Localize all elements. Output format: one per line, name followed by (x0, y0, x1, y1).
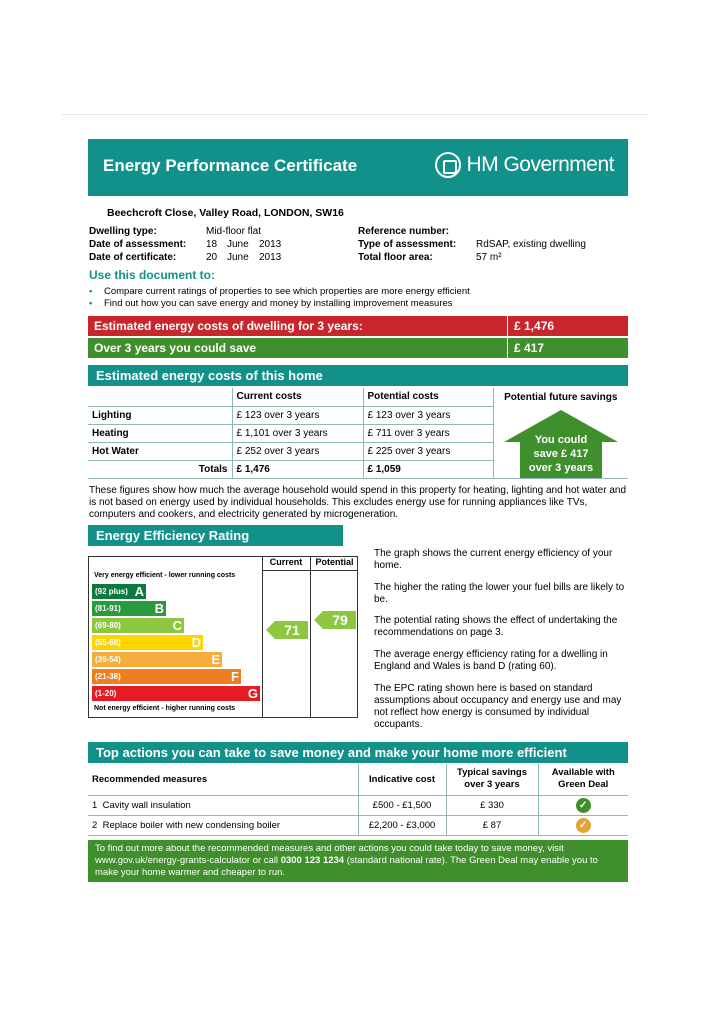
floor-area-value: 57 m² (476, 252, 502, 263)
rating-section-title: Energy Efficiency Rating (88, 525, 343, 546)
dwelling-type-label: Dwelling type: (89, 226, 157, 237)
costs-note: These figures show how much the average household would spend in this property for heating, lighting and hot water and is not based on energy used by individual households. This excludes energy use for running appliances like TVs, computers and cookers, and electricity generated by microgeneration. (89, 485, 627, 520)
assessment-date-day: 18 (206, 239, 218, 250)
table-row: Hot Water £ 252 over 3 years £ 225 over 3 years (88, 442, 628, 460)
assessment-type-label: Type of assessment: (358, 239, 457, 250)
green-deal-header: Available with Green Deal (538, 764, 628, 795)
future-savings-header: Potential future savings (493, 388, 628, 406)
certificate-date-label: Date of certificate: (89, 252, 177, 263)
band-f: (21-38) F (92, 669, 241, 684)
rating-paragraph: The graph shows the current energy efficiency of your home. (374, 548, 613, 571)
assessment-date-label: Date of assessment: (89, 239, 187, 250)
current-column-header: Current (269, 557, 303, 567)
savings-header: Typical savings over 3 years (446, 764, 538, 795)
table-row: Heating £ 1,101 over 3 years £ 711 over 3 years (88, 424, 628, 442)
assessment-type-value: RdSAP, existing dwelling (476, 239, 586, 250)
band-b: (81-91) B (92, 601, 166, 616)
assessment-date-month: June (227, 239, 249, 250)
efficient-caption: Very energy efficient - lower running costs (94, 572, 236, 579)
current-rating-value: 71 (284, 622, 300, 638)
rating-paragraph: The potential rating shows the effect of undertaking the recommendations on page 3. (374, 615, 618, 638)
hm-government-logo (435, 152, 614, 178)
table-row: 2 Replace boiler with new condensing boiler £2,200 - £3,000 £ 87 ✓ (88, 815, 628, 835)
rating-paragraph: The higher the rating the lower your fuel bills are likely to be. (374, 582, 625, 605)
band-c: (69-80) C (92, 618, 184, 633)
certificate-date-day: 20 (206, 252, 218, 263)
table-row: Lighting £ 123 over 3 years £ 123 over 3 years (88, 406, 628, 424)
potential-costs-header: Potential costs (363, 388, 493, 406)
costs-section-title: Estimated energy costs of this home (88, 365, 628, 386)
assessment-date-year: 2013 (259, 239, 282, 250)
use-document-list (89, 286, 470, 310)
hm-government-text: HM Government (466, 153, 614, 176)
estimated-cost-value: £ 1,476 (514, 319, 555, 333)
crown-crest-icon (435, 152, 461, 178)
property-address: Beechcroft Close, Valley Road, LONDON, SW16 (107, 207, 344, 219)
potential-saving-value: £ 417 (514, 341, 545, 355)
actions-table (88, 764, 628, 836)
list-item: • Find out how you can save energy and money by installing improvement measures (89, 298, 470, 310)
estimated-cost-bar (88, 316, 628, 336)
band-e: (39-54) E (92, 652, 222, 667)
grants-calculator-link[interactable]: www.gov.uk/energy-grants-calculator or call (95, 855, 281, 866)
reference-number-label: Reference number: (358, 226, 450, 237)
band-a: (92 plus) A (92, 584, 146, 599)
certificate-date-month: June (227, 252, 249, 263)
use-document-title: Use this document to: (89, 268, 216, 282)
estimated-cost-label: Estimated energy costs of dwelling for 3 years: (94, 319, 363, 333)
table-row: 1 Cavity wall insulation £500 - £1,500 £ 330 ✓ (88, 795, 628, 815)
rating-paragraph: The EPC rating shown here is based on standard assumptions about occupancy and energy use and may not reflect how energy is consumed by individual occupants. (374, 683, 622, 730)
band-g: (1-20) G (92, 686, 260, 701)
band-d: (55-68) D (92, 635, 203, 650)
potential-rating-value: 79 (332, 612, 348, 628)
checkmark-icon: ✓ (576, 798, 591, 813)
totals-row: Totals £ 1,476 £ 1,059 (88, 460, 628, 478)
certificate-header (88, 139, 628, 196)
potential-saving-bar (88, 338, 628, 358)
checkmark-icon: ✓ (576, 818, 591, 833)
dwelling-type-value: Mid-floor flat (206, 226, 262, 237)
actions-section-title: Top actions you can take to save money and make your home more efficient (88, 742, 628, 763)
rating-paragraph: The average energy efficiency rating for a dwelling in England and Wales is band D (rating 60). (374, 649, 608, 672)
list-item: • Compare current ratings of properties to see which properties are more energy efficient (89, 286, 470, 298)
cost-header: Indicative cost (358, 764, 446, 795)
certificate-date-year: 2013 (259, 252, 282, 263)
savings-arrow-text: You could save £ 417 over 3 years (528, 434, 594, 474)
inefficient-caption: Not energy efficient - higher running costs (94, 705, 236, 712)
certificate-title: Energy Performance Certificate (103, 156, 358, 175)
current-costs-header: Current costs (232, 388, 363, 406)
floor-area-label: Total floor area: (358, 252, 433, 263)
potential-column-header: Potential (315, 557, 354, 567)
phone-number: 0300 123 1234 (280, 855, 345, 866)
measures-header: Recommended measures (88, 764, 358, 795)
potential-saving-label: Over 3 years you could save (94, 341, 257, 355)
top-divider (63, 114, 648, 115)
green-deal-footer: To find out more about the recommended measures and other actions you could take today to save money, visit www.gov.uk/energy-grants-calculator or call 0300 123 1234 (standard national rate). The Green Deal may enable you to make your home warmer and cheaper to run. (88, 840, 628, 882)
